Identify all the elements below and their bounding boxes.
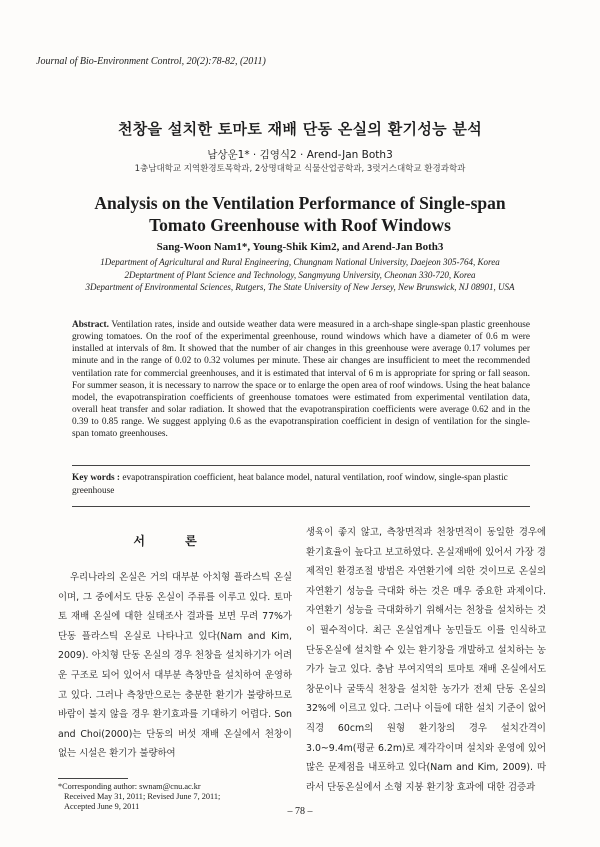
footnote-rule xyxy=(58,778,128,779)
affiliation-3: 3Department of Environmental Sciences, Rutgers, The State University of New Jersey, New Brunswick, NJ 08901, USA xyxy=(85,282,515,293)
footnote-received: Received May 31, 2011; Revised June 7, 2011; xyxy=(64,792,221,801)
keywords-top-rule xyxy=(72,465,530,466)
english-title xyxy=(0,192,600,236)
abstract xyxy=(72,319,530,441)
section-heading-introduction: 서 론 xyxy=(133,534,215,548)
korean-title: 천창을 설치한 토마토 재배 단동 온실의 환기성능 분석 xyxy=(117,120,483,138)
korean-authors: 남상운1* · 김영식2 · Arend-Jan Both3 xyxy=(207,149,393,161)
affiliation-1: 1Department of Agricultural and Rural Engineering, Chungnam National University, Daejeon 305-764, Korea xyxy=(100,257,500,267)
english-title-line-2: Tomato Greenhouse with Roof Windows xyxy=(149,215,451,235)
body-right-column: 생육이 좋지 않고, 측창면적과 천창면적이 동일한 경우에 환기효율이 높다고 보고하였다. 온실재배에 있어서 가장 경제적인 환경조절 방법은 자연환기에 의한 것이므로 온실의 자연환기 성능을 극대화 하는 것은 매우 중요한 과제이다. 자연환기 성능을 극대화하기 위해서는 천창을 설치하는 것이 필수적이다. 최근 온실업계나 농민들도 이를 인식하고 단동온실에 설치할 수 있는 환기창을 개발하고 설치하는 농가가 늘고 있다. 충남 부여지역의 토마토 재배 온실에서도 창문이나 굴뚝식 천창을 설치한 농가가 전체 단동 온실의 32%에 이르고 있다. 그러나 이들에 대한 설치 기준이 없어 직경 60cm의 원형 환기창의 경우 설치간격이 3.0~9.4m(평균 6.2m)로 제각각이며 설치와 운영에 있어 많은 문제점을 내포하고 있다(Nam and Kim, 2009). 따라서 단동온실에서 소형 지붕 환기창 효과에 대한 검증과 xyxy=(306,527,546,793)
keywords xyxy=(72,472,530,497)
english-authors: Sang-Woon Nam1*, Young-Shik Kim2, and Arend-Jan Both3 xyxy=(156,241,444,253)
abstract-label: Abstract. xyxy=(72,320,109,330)
footnote-corresponding: *Corresponding author: swnam@cnu.ac.kr xyxy=(58,782,201,791)
keywords-bottom-rule xyxy=(72,506,530,507)
journal-citation: Journal of Bio-Environment Control, 20(2):78-82, (2011) xyxy=(36,56,266,67)
page-number: – 78 – xyxy=(287,806,313,817)
footnote-accepted: Accepted June 9, 2011 xyxy=(64,802,140,811)
korean-affiliations: 1충남대학교 지역환경토목학과, 2상명대학교 식물산업공학과, 3럿거스대학교 환경과학과 xyxy=(134,164,466,174)
affiliation-2: 2Deptartment of Plant Science and Technology, Sangmyung University, Cheonan 330-720, Korea xyxy=(124,269,476,280)
abstract-text: Ventilation rates, inside and outside weather data were measured in a arch-shape single-span plastic greenhouse growing tomatoes. On the roof of the experimental greenhouse, round windows which have a diameter of 0.6 m were installed at intervals of 8m. It showed that the number of air changes in this greenhouse were average 0.17 volumes per minute and in the range of 0.02 to 0.32 volumes per minute. These air changes are insufficient to meet the recommended ventilation rate for commercial greenhouses, and it is estimated that interval of 6 m is appropriate for spring or fall season. For summer season, it is necessary to narrow the space or to enlarge the open area of roof windows. Using the heat balance model, the evapotranspiration coefficients of greenhouse tomatoes were estimated from experimental ventilation data, overall heat transfer and solar radiation. It showed that the evapotranspiration coefficients were average 0.62 and in the 0.39 to 0.85 range. We suggest applying 0.6 as the evapotranspiration coefficient in design of ventilation for the single-span tomato greenhouses. xyxy=(72,320,531,440)
english-title-line-1: Analysis on the Ventilation Performance of Single-span xyxy=(94,193,506,213)
body-left-column: 우리나라의 온실은 거의 대부분 아치형 플라스틱 온실이며, 그 중에서도 단동 온실이 주류를 이루고 있다. 토마토 재배 온실에 대한 실태조사 결과를 보면 무려 77%가 단동 플라스틱 온실로 나타나고 있다(Nam and Kim, 2009). 아치형 단동 온실의 경우 천창을 설치하기가 어려운 구조로 되어 있어서 대부분 측창만을 설치하여 운영하고 있다. 그러나 측창만으로는 충분한 환기가 불량하므로 바람이 불지 않을 경우 환기효과를 기대하기 어렵다. Son and Choi(2000)는 단동의 버섯 재배 온실에서 천창이 없는 시설은 환기가 불량하여 xyxy=(58,572,292,760)
keywords-text: evapotranspiration coefficient, heat balance model, natural ventilation, roof window, single-span plastic greenhouse xyxy=(72,473,508,496)
english-affiliations xyxy=(8,256,592,294)
keywords-label: Key words : xyxy=(72,473,121,483)
